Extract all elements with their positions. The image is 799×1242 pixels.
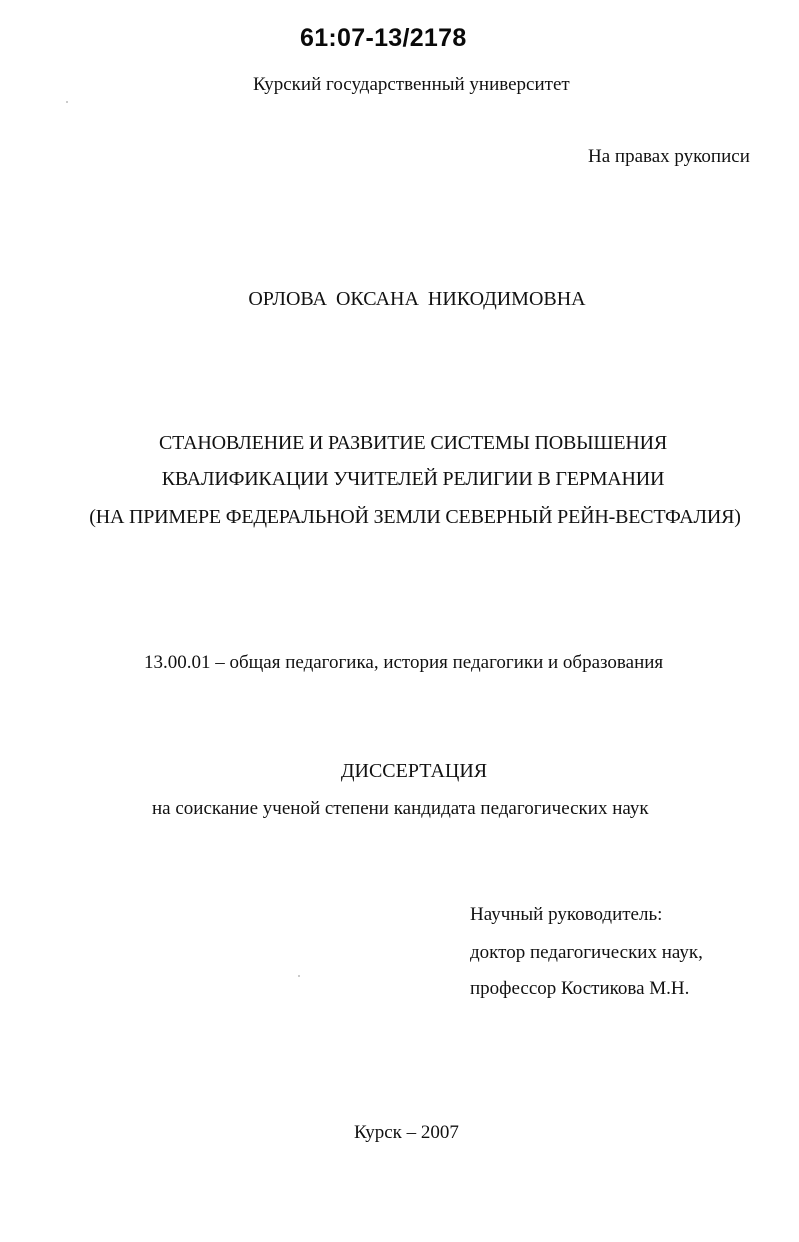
document-type: ДИССЕРТАЦИЯ xyxy=(340,760,488,782)
rights-notice: На правах рукописи xyxy=(588,146,750,167)
scan-speck xyxy=(298,975,300,977)
specialty-code: 13.00.01 – общая педагогика, история педагогики и образования xyxy=(144,652,664,673)
university-name: Курский государственный университет xyxy=(253,74,570,95)
catalog-number: 61:07-13/2178 xyxy=(300,24,467,52)
advisor-label: Научный руководитель: xyxy=(470,904,663,925)
advisor-name: профессор Костикова М.Н. xyxy=(470,978,690,999)
scan-speck xyxy=(66,101,68,103)
place-year: Курск – 2007 xyxy=(354,1122,459,1143)
author-name: ОРЛОВА ОКСАНА НИКОДИМОВНА xyxy=(248,288,586,310)
title-line-2: КВАЛИФИКАЦИИ УЧИТЕЛЕЙ РЕЛИГИИ В ГЕРМАНИИ xyxy=(161,468,665,490)
title-line-3: (НА ПРИМЕРЕ ФЕДЕРАЛЬНОЙ ЗЕМЛИ СЕВЕРНЫЙ РЕЙН-ВЕСТФАЛИЯ) xyxy=(89,506,741,528)
advisor-degree: доктор педагогических наук, xyxy=(470,942,703,963)
degree-sought: на соискание ученой степени кандидата педагогических наук xyxy=(152,798,649,819)
title-line-1: СТАНОВЛЕНИЕ И РАЗВИТИЕ СИСТЕМЫ ПОВЫШЕНИЯ xyxy=(158,432,668,454)
